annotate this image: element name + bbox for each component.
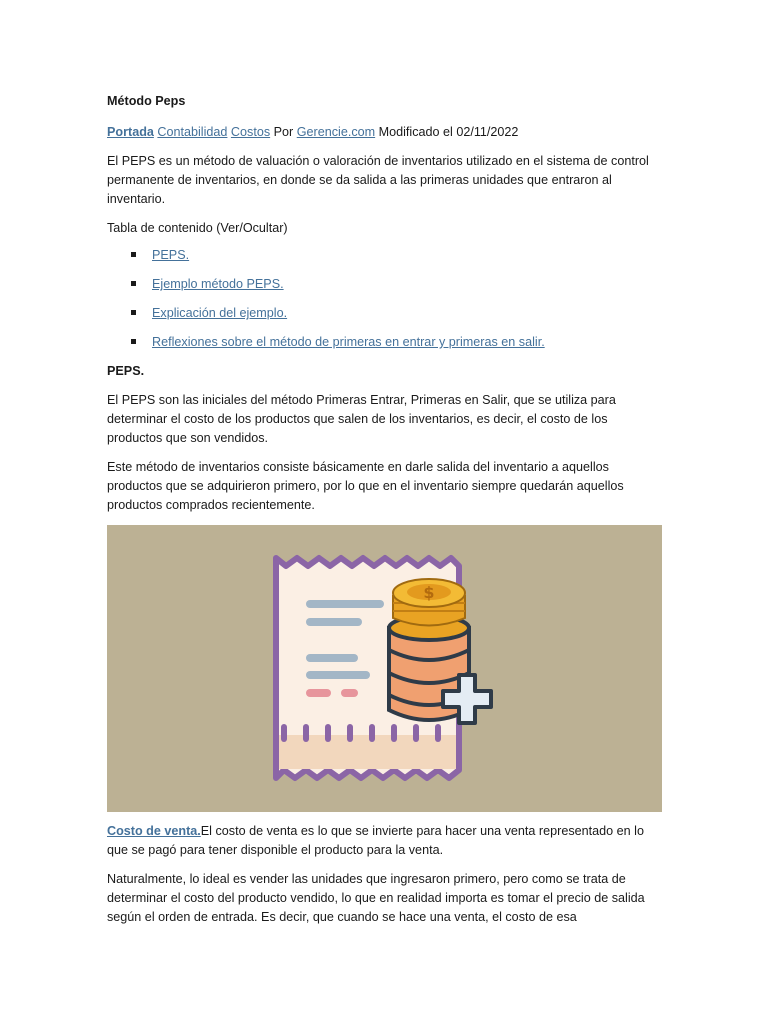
toc-link-reflexiones[interactable]: Reflexiones sobre el método de primeras en entrar y primeras en salir. — [152, 335, 545, 349]
section-heading-peps: PEPS. — [107, 364, 145, 378]
bullet-icon — [131, 339, 136, 344]
toc-link-ejemplo[interactable]: Ejemplo método PEPS. — [152, 277, 284, 291]
costo-de-venta-link[interactable]: Costo de venta. — [107, 824, 201, 838]
bullet-icon — [131, 252, 136, 257]
toc-item — [107, 333, 663, 352]
breadcrumb-by: Por — [273, 125, 294, 139]
breadcrumb — [107, 123, 663, 142]
breadcrumb-costos-link[interactable]: Costos — [230, 125, 271, 139]
bullet-icon — [131, 310, 136, 315]
toc-item — [107, 304, 663, 323]
author-link[interactable]: Gerencie.com — [296, 125, 376, 139]
svg-text:$: $ — [423, 583, 435, 602]
toc-link-explicacion[interactable]: Explicación del ejemplo. — [152, 306, 288, 320]
bullet-icon — [131, 281, 136, 286]
modified-date: Modificado el 02/11/2022 — [378, 125, 519, 139]
intro-paragraph: El PEPS es un método de valuación o valoración de inventarios utilizado en el sistema de control permanente de inventarios, en donde se da salida a las primeras unidades que entraron al inventario. — [107, 154, 649, 206]
breadcrumb-contabilidad-link[interactable]: Contabilidad — [157, 125, 228, 139]
breadcrumb-home-link[interactable]: Portada — [107, 125, 154, 139]
toc-link-peps[interactable]: PEPS. — [152, 248, 190, 262]
toc-title[interactable]: Tabla de contenido (Ver/Ocultar) — [107, 221, 288, 235]
costo-de-venta-text: El costo de venta es lo que se invierte para hacer una venta representado en lo que se pagó para tener disponible el producto para la venta. — [107, 824, 644, 857]
paragraph: Este método de inventarios consiste básicamente en darle salida del inventario a aquellos productos que se adquirieron primero, por lo que en el inventario siempre quedarán aquellos productos comprados recientemente. — [107, 460, 624, 512]
toc-item — [107, 275, 663, 294]
toc-item — [107, 246, 663, 265]
receipt-coins-illustration — [107, 525, 662, 812]
costo-de-venta-paragraph — [107, 822, 663, 860]
article — [107, 92, 663, 937]
paragraph: Naturalmente, lo ideal es vender las unidades que ingresaron primero, pero como se trata de determinar el costo del producto vendido, lo que en realidad importa es tomar el precio de salida según el orden de entrada. Es decir, que cuando se hace una venta, el costo de esa — [107, 872, 645, 924]
toc-list — [107, 246, 663, 352]
paragraph: El PEPS son las iniciales del método Primeras Entrar, Primeras en Salir, que se utiliza para determinar el costo de los productos que salen de los inventarios, es decir, el costo de los productos que son vendidos. — [107, 393, 616, 445]
page-title: Método Peps — [107, 94, 186, 108]
